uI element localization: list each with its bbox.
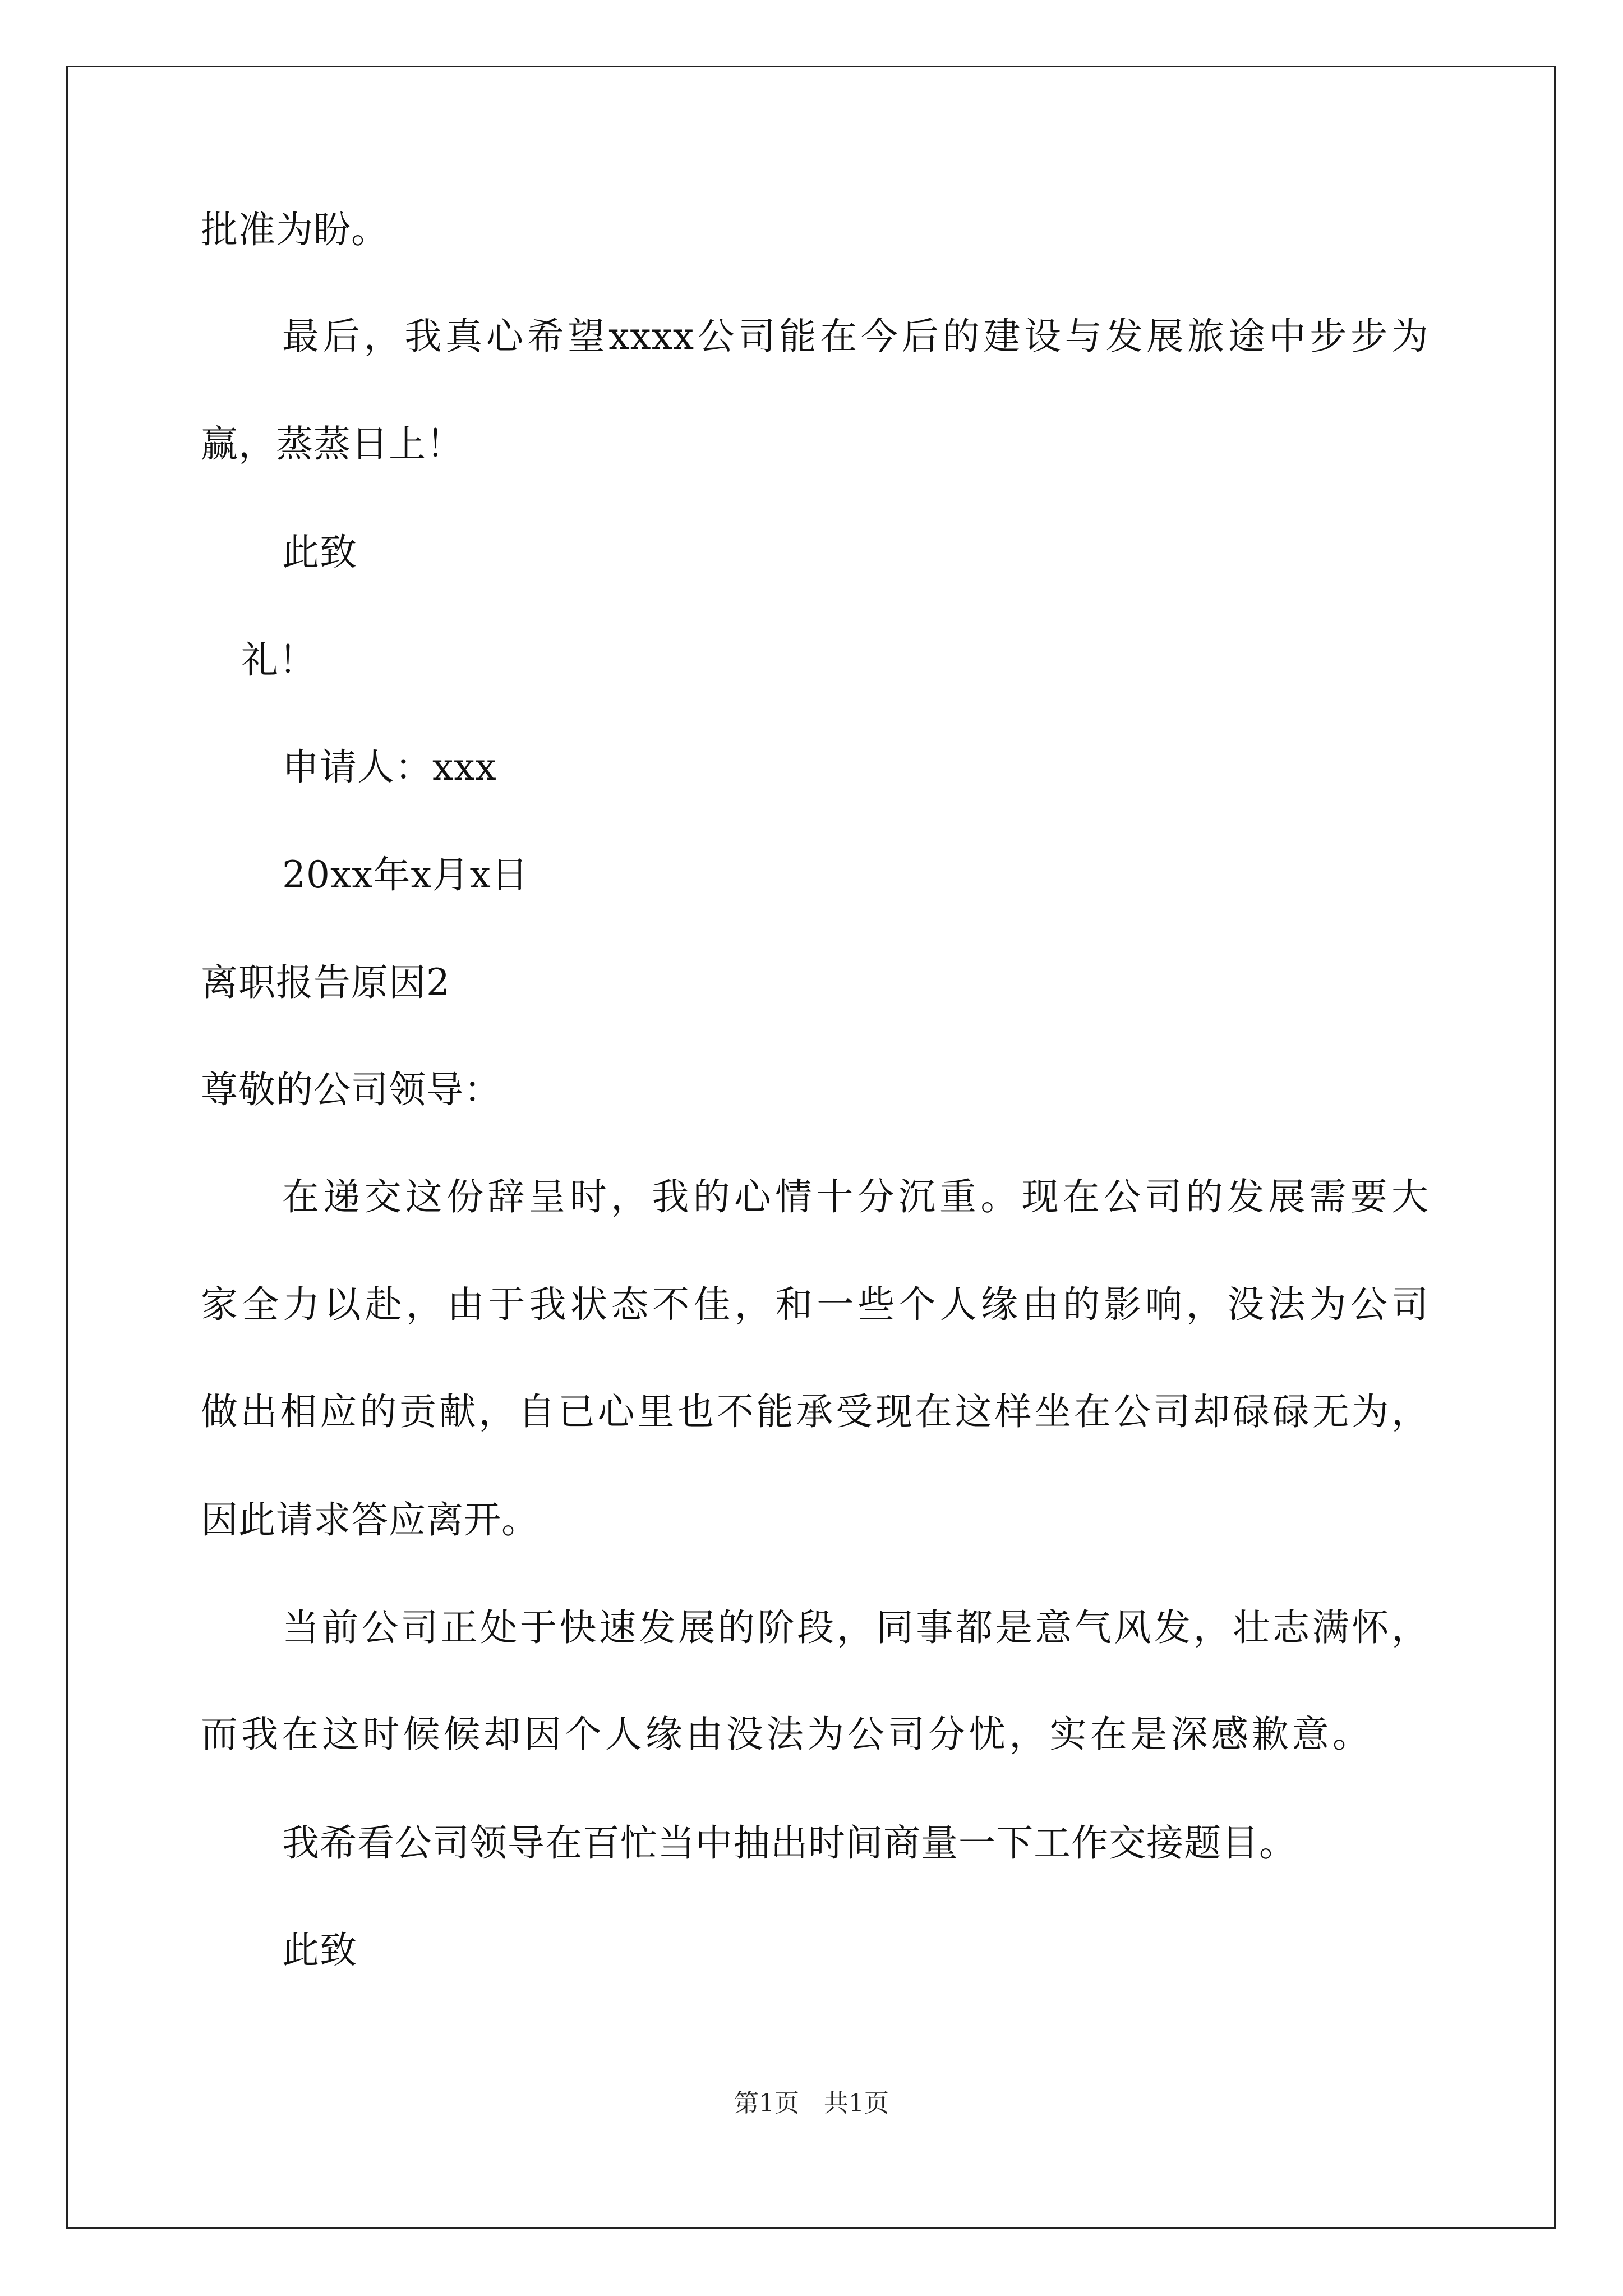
paragraph-line: 做出相应的贡献，自已心里也不能承受现在这样坐在公司却碌碌无为， [201, 1390, 1429, 1433]
paragraph-line: 我希看公司领导在百忙当中抽出时间商量一下工作交接题目。 [282, 1821, 1297, 1865]
paragraph-line: 因此请求答应离开。 [201, 1498, 539, 1542]
paragraph-line: 最后，我真心希望xxxx公司能在今后的建设与发展旅途中步步为 [282, 315, 1429, 358]
paragraph-line: 批准为盼。 [201, 208, 389, 251]
closing-salutation: 此致 [282, 1929, 357, 1972]
paragraph-line: 当前公司正处于快速发展的阶段，同事都是意气风发，壮志满怀， [282, 1606, 1429, 1649]
paragraph-line: 在递交这份辞呈时，我的心情十分沉重。现在公司的发展需要大 [282, 1175, 1429, 1218]
page-number-footer: 第1页 共1页 [734, 2089, 889, 2118]
applicant-signature: 申请人：xxx [282, 746, 497, 789]
paragraph-line: 而我在这时候候却因个人缘由没法为公司分忧，实在是深感歉意。 [201, 1713, 1370, 1756]
closing-regards: 礼！ [241, 638, 316, 682]
section-title: 离职报告原因2 [201, 961, 450, 1004]
page-border [66, 66, 1556, 2229]
date-line: 20xx年x月x日 [282, 853, 529, 896]
paragraph-line: 赢，蒸蒸日上！ [201, 422, 464, 466]
closing-salutation: 此致 [282, 531, 357, 574]
greeting: 尊敬的公司领导： [201, 1068, 501, 1111]
paragraph-line: 家全力以赴，由于我状态不佳，和一些个人缘由的影响，没法为公司 [201, 1283, 1429, 1326]
